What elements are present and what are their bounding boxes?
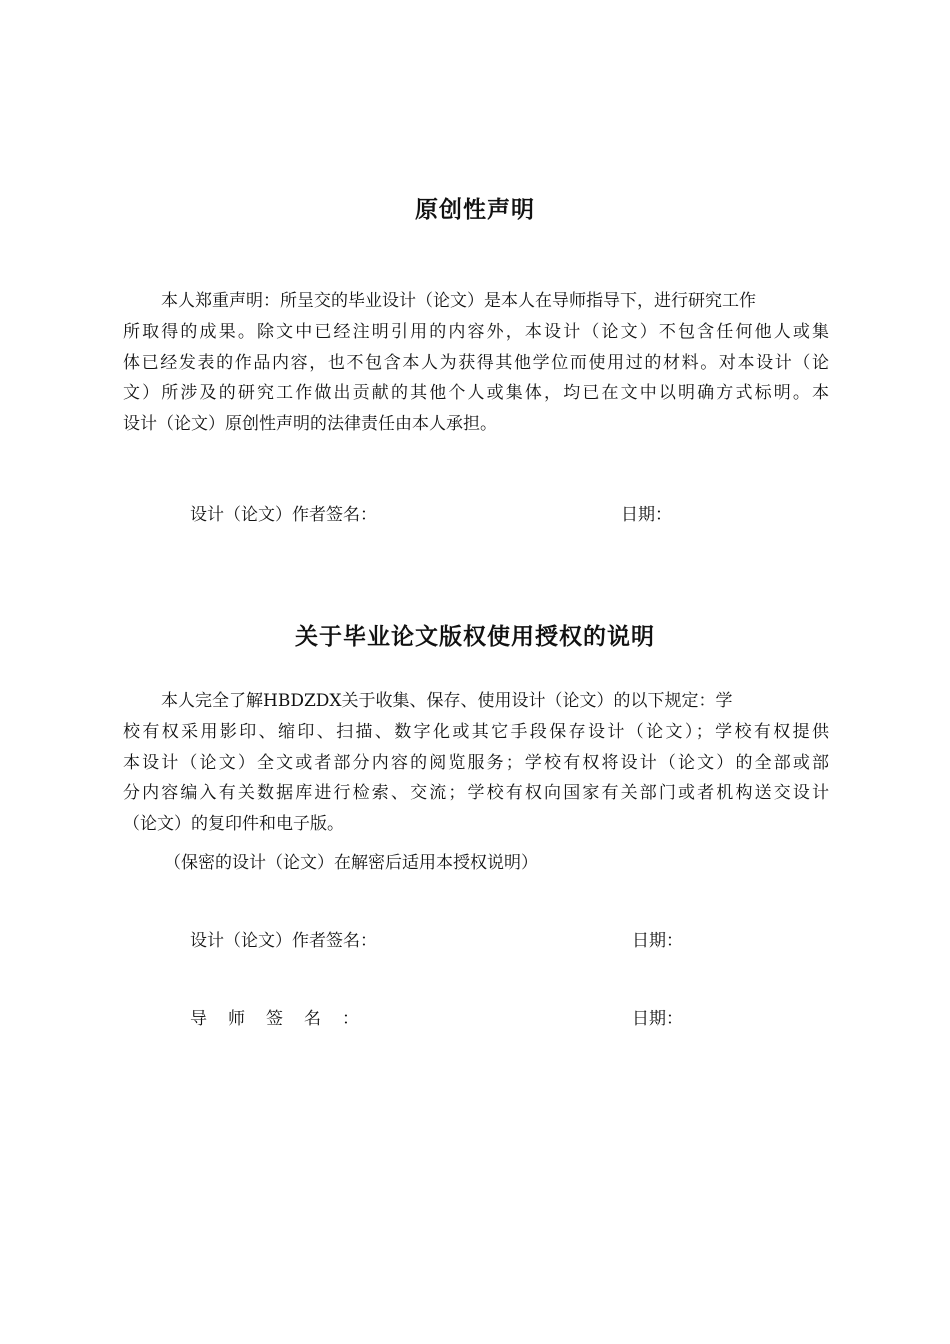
authorization-line-2: 校有权采用影印、缩印、扫描、数字化或其它手段保存设计（论文）；学校有权提供 <box>123 721 829 742</box>
advisor-signature-text: 导师签名 <box>190 1009 342 1029</box>
declaration-line-1: 本人郑重声明：所呈交的毕业设计（论文）是本人在导师指导下，进行研究工作 <box>161 291 756 311</box>
authorization-line-4: 分内容编入有关数据库进行检索、交流；学校有权向国家有关部门或者机构送交设计 <box>123 783 829 804</box>
advisor-signature-colon: ： <box>342 1009 359 1029</box>
declaration-date-label: 日期： <box>621 505 672 525</box>
advisor-signature-label <box>190 1007 359 1031</box>
authorization-author-date-label: 日期： <box>632 931 683 951</box>
declaration-body <box>123 286 829 440</box>
declaration-title: 原创性声明 <box>415 197 535 223</box>
authorization-line-3: 本设计（论文）全文或者部分内容的阅览服务；学校有权将设计（论文）的全部或部 <box>123 752 829 773</box>
authorization-body <box>123 686 829 840</box>
declaration-line-4: 文）所涉及的研究工作做出贡献的其他个人或集体，均已在文中以明确方式标明。本 <box>123 383 829 404</box>
authorization-author-signature-label: 设计（论文）作者签名： <box>190 931 377 951</box>
declaration-author-signature-label: 设计（论文）作者签名： <box>190 505 377 525</box>
declaration-line-2: 所取得的成果。除文中已经注明引用的内容外，本设计（论文）不包含任何他人或集 <box>123 321 829 342</box>
confidentiality-note: （保密的设计（论文）在解密后适用本授权说明） <box>164 853 538 873</box>
authorization-line-5: （论文）的复印件和电子版。 <box>123 814 344 835</box>
authorization-title: 关于毕业论文版权使用授权的说明 <box>295 624 655 650</box>
advisor-date-label: 日期： <box>632 1009 683 1029</box>
authorization-line-1: 本人完全了解HBDZDX关于收集、保存、使用设计（论文）的以下规定：学 <box>161 691 733 711</box>
declaration-line-5: 设计（论文）原创性声明的法律责任由本人承担。 <box>123 414 497 435</box>
declaration-line-3: 体已经发表的作品内容，也不包含本人为获得其他学位而使用过的材料。对本设计（论 <box>123 352 829 373</box>
